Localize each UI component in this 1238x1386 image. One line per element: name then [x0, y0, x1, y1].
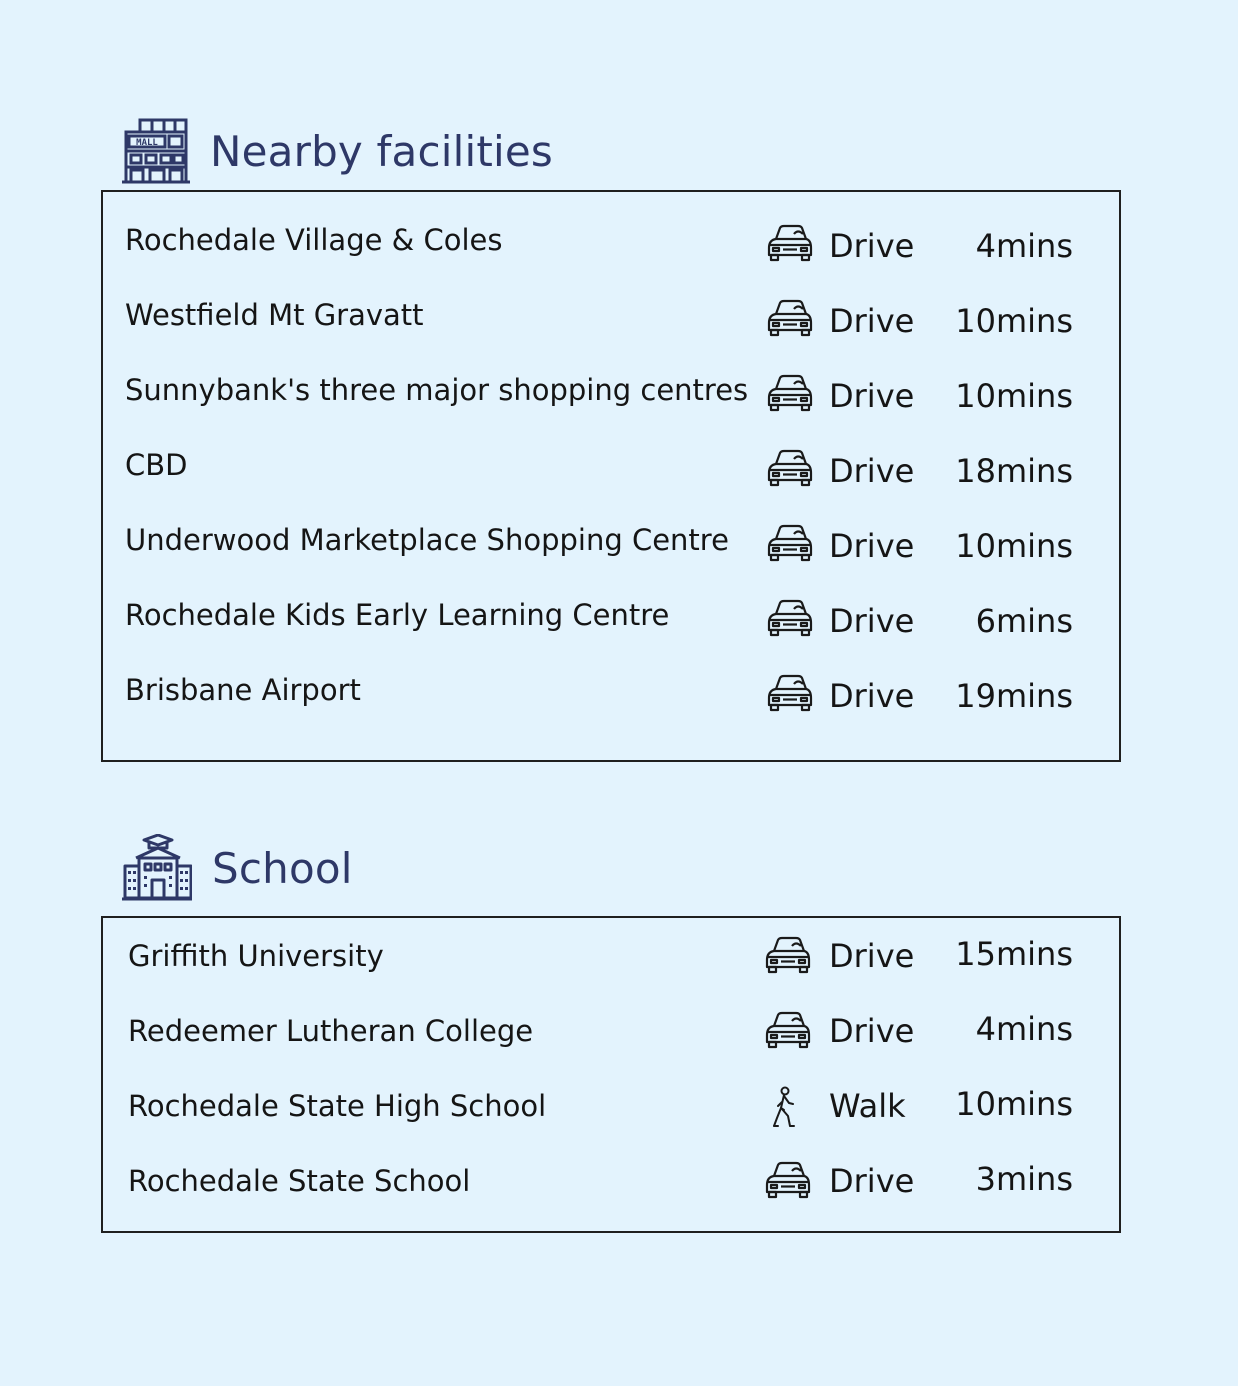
car-icon — [765, 299, 813, 339]
travel-mode: Drive — [829, 302, 915, 340]
list-item — [103, 1009, 1119, 1059]
car-icon — [763, 936, 811, 976]
car-icon — [763, 1161, 811, 1201]
travel-mode: Drive — [829, 937, 915, 975]
place-name: Redeemer Lutheran College — [128, 1014, 534, 1048]
nearby-facilities-panel — [101, 190, 1121, 762]
section-title-school: School — [212, 843, 353, 893]
travel-mode: Drive — [829, 602, 915, 640]
walking-person-icon — [763, 1086, 811, 1126]
travel-mode: Drive — [829, 452, 915, 490]
place-name: Westfield Mt Gravatt — [125, 298, 424, 332]
travel-mode: Drive — [829, 377, 915, 415]
car-icon — [765, 224, 813, 264]
list-item — [103, 1159, 1119, 1209]
travel-time: 10mins — [955, 377, 1073, 415]
list-item — [103, 595, 1119, 645]
travel-time: 18mins — [955, 452, 1073, 490]
place-name: Rochedale Kids Early Learning Centre — [125, 598, 670, 632]
place-name: Underwood Marketplace Shopping Centre — [125, 523, 729, 557]
travel-time: 4mins — [975, 227, 1073, 265]
car-icon — [765, 524, 813, 564]
school-building-icon — [122, 834, 192, 902]
place-name: Rochedale State High School — [128, 1089, 547, 1123]
travel-time: 19mins — [955, 677, 1073, 715]
school-panel — [101, 916, 1121, 1233]
car-icon — [765, 674, 813, 714]
nearby-facilities-header — [122, 116, 553, 186]
travel-time: 15mins — [955, 935, 1073, 973]
section-title-nearby: Nearby facilities — [210, 126, 554, 176]
list-item — [103, 370, 1119, 420]
list-item — [103, 445, 1119, 495]
list-item — [103, 520, 1119, 570]
mall-building-icon — [122, 118, 190, 184]
travel-mode: Drive — [829, 677, 915, 715]
list-item — [103, 670, 1119, 720]
travel-time: 10mins — [955, 1085, 1073, 1123]
car-icon — [763, 1011, 811, 1051]
svg-text:MALL: MALL — [136, 138, 158, 148]
car-icon — [765, 374, 813, 414]
travel-mode: Drive — [829, 1012, 915, 1050]
place-name: Sunnybank's three major shopping centres — [125, 373, 749, 407]
list-item — [103, 295, 1119, 345]
car-icon — [765, 449, 813, 489]
list-item — [103, 220, 1119, 270]
place-name: Rochedale Village & Coles — [125, 223, 503, 257]
place-name: Griffith University — [128, 939, 384, 973]
list-item — [103, 934, 1119, 984]
travel-time: 4mins — [975, 1010, 1073, 1048]
travel-mode: Drive — [829, 1162, 915, 1200]
travel-time: 3mins — [975, 1160, 1073, 1198]
travel-mode: Drive — [829, 527, 915, 565]
travel-time: 6mins — [975, 602, 1073, 640]
place-name: Brisbane Airport — [125, 673, 361, 707]
list-item — [103, 1084, 1119, 1134]
travel-mode: Drive — [829, 227, 915, 265]
place-name: Rochedale State School — [128, 1164, 471, 1198]
travel-time: 10mins — [955, 527, 1073, 565]
school-header — [122, 833, 353, 903]
place-name: CBD — [125, 448, 188, 482]
travel-mode: Walk — [829, 1087, 906, 1125]
car-icon — [765, 599, 813, 639]
travel-time: 10mins — [955, 302, 1073, 340]
